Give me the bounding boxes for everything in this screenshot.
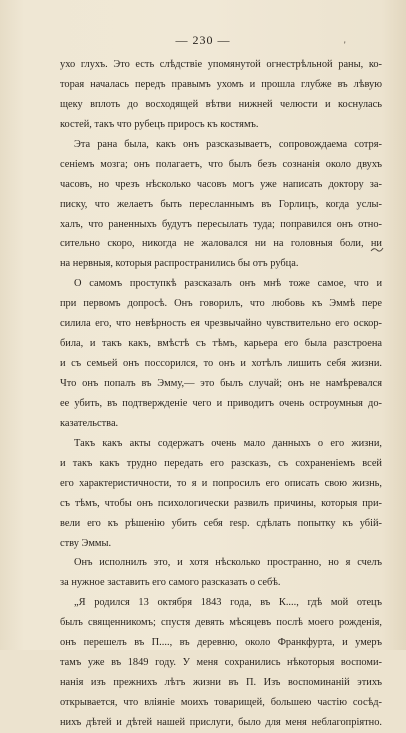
text-line: былъ священникомъ; спустя девять мѣсяцевъ послѣ моего рожденія, (60, 617, 382, 629)
page-number: — 230 — (175, 33, 231, 47)
text-line: на нервныя, которыя распространились бы отъ рубца. (60, 258, 299, 270)
text-line: казательства. (60, 417, 119, 429)
text-line: била, и такъ какъ, вмѣстѣ съ тѣмъ, карьера его была разстроена (60, 338, 382, 350)
text-line: при первомъ допросѣ. Онъ говорилъ, что любовь къ Эммѣ пере (60, 298, 382, 310)
body-text (60, 55, 382, 733)
text-line: халъ, что раненныхъ будутъ пересылать туда; поправился онъ отно- (60, 218, 382, 230)
text-line: Эта рана была, какъ онъ разсказываетъ, сопровождаема сотря- (74, 138, 382, 150)
text-line: костей, такъ что рубецъ приросъ къ костямъ. (60, 118, 259, 130)
text-line: часовъ, но чрезъ нѣсколько часовъ могъ уже написать доктору за- (60, 178, 382, 190)
text-line: и такъ какъ трудно передать его разсказъ, съ сохраненіемъ всей (60, 457, 382, 469)
text-line: О самомъ проступкѣ разсказалъ онъ мнѣ тоже самое, что и (74, 278, 382, 290)
text-line: силила его, что невѣрность ея чрезвычайно чувствительно его оскор- (60, 318, 382, 330)
text-line: нанія изъ прежнихъ лѣтъ жизни въ П. Изъ воспоминаній этихъ (60, 677, 382, 689)
text-line: съ тѣмъ, чтобы онъ психологически развилъ причины, которыя при- (60, 497, 382, 509)
text-line: за нужное заставить его самого разсказать о себѣ. (60, 577, 281, 589)
text-line: Такъ какъ акты содержатъ очень мало данныхъ о его жизни, (74, 437, 382, 449)
text-line: тамъ уже въ 1849 году. У меня сохранились нѣкоторыя воспоми- (60, 657, 382, 669)
pencil-mark-icon (370, 245, 384, 255)
text-line: сеніемъ мозга; онъ полагаетъ, что былъ безъ сознанія около двухъ (60, 158, 382, 170)
text-line: вели его къ рѣшенію убить себя resp. сдѣлать попытку къ убій- (60, 517, 382, 529)
text-line: Что онъ попалъ въ Эмму,— это былъ случай; онъ не намѣревался (60, 378, 382, 389)
text-line: онъ перешелъ въ П...., въ деревню, около Франкфурта, и умеръ (60, 637, 382, 649)
text-line: сительно скоро, никогда не жаловался ни на головныя боли, ни (60, 238, 382, 250)
text-line: щеку вплоть до восходящей вѣтви нижней челюсти и коснулась (60, 98, 382, 110)
corner-mark: ' (344, 40, 346, 50)
text-line: нихъ дѣтей и дѣтей нашей прислуги, было для меня неблагопріятно. (60, 716, 382, 728)
text-line: и съ семьей онъ поссорился, то онъ и хотѣлъ лишить себя жизни. (60, 358, 382, 370)
text-line: торая началась передъ правымъ ухомъ и прошла глубже въ лѣвую (60, 78, 382, 90)
text-line: ству Эммы. (60, 537, 112, 549)
text-line: ее убить, въ подтвержденіе чего и приводитъ очень остроумныя до- (60, 397, 382, 409)
text-line: писку, что желаетъ быть пересланнымъ въ Горлицъ, когда услы- (60, 198, 382, 210)
text-line: Онъ исполнилъ это, и хотя нѣсколько пространно, но я счелъ (74, 557, 382, 569)
text-line: „Я родился 13 октября 1843 года, въ К...., гдѣ мой отецъ (74, 597, 382, 609)
text-line: ухо глухъ. Это есть слѣдствіе упомянутой огнестрѣльной раны, ко- (60, 59, 382, 70)
text-line: его характеристичности, то я и попросилъ его описать свою жизнь, (60, 477, 382, 489)
text-line: открывается, что вліяніе моихъ товарищей, большею частію сосѣд- (60, 697, 382, 708)
